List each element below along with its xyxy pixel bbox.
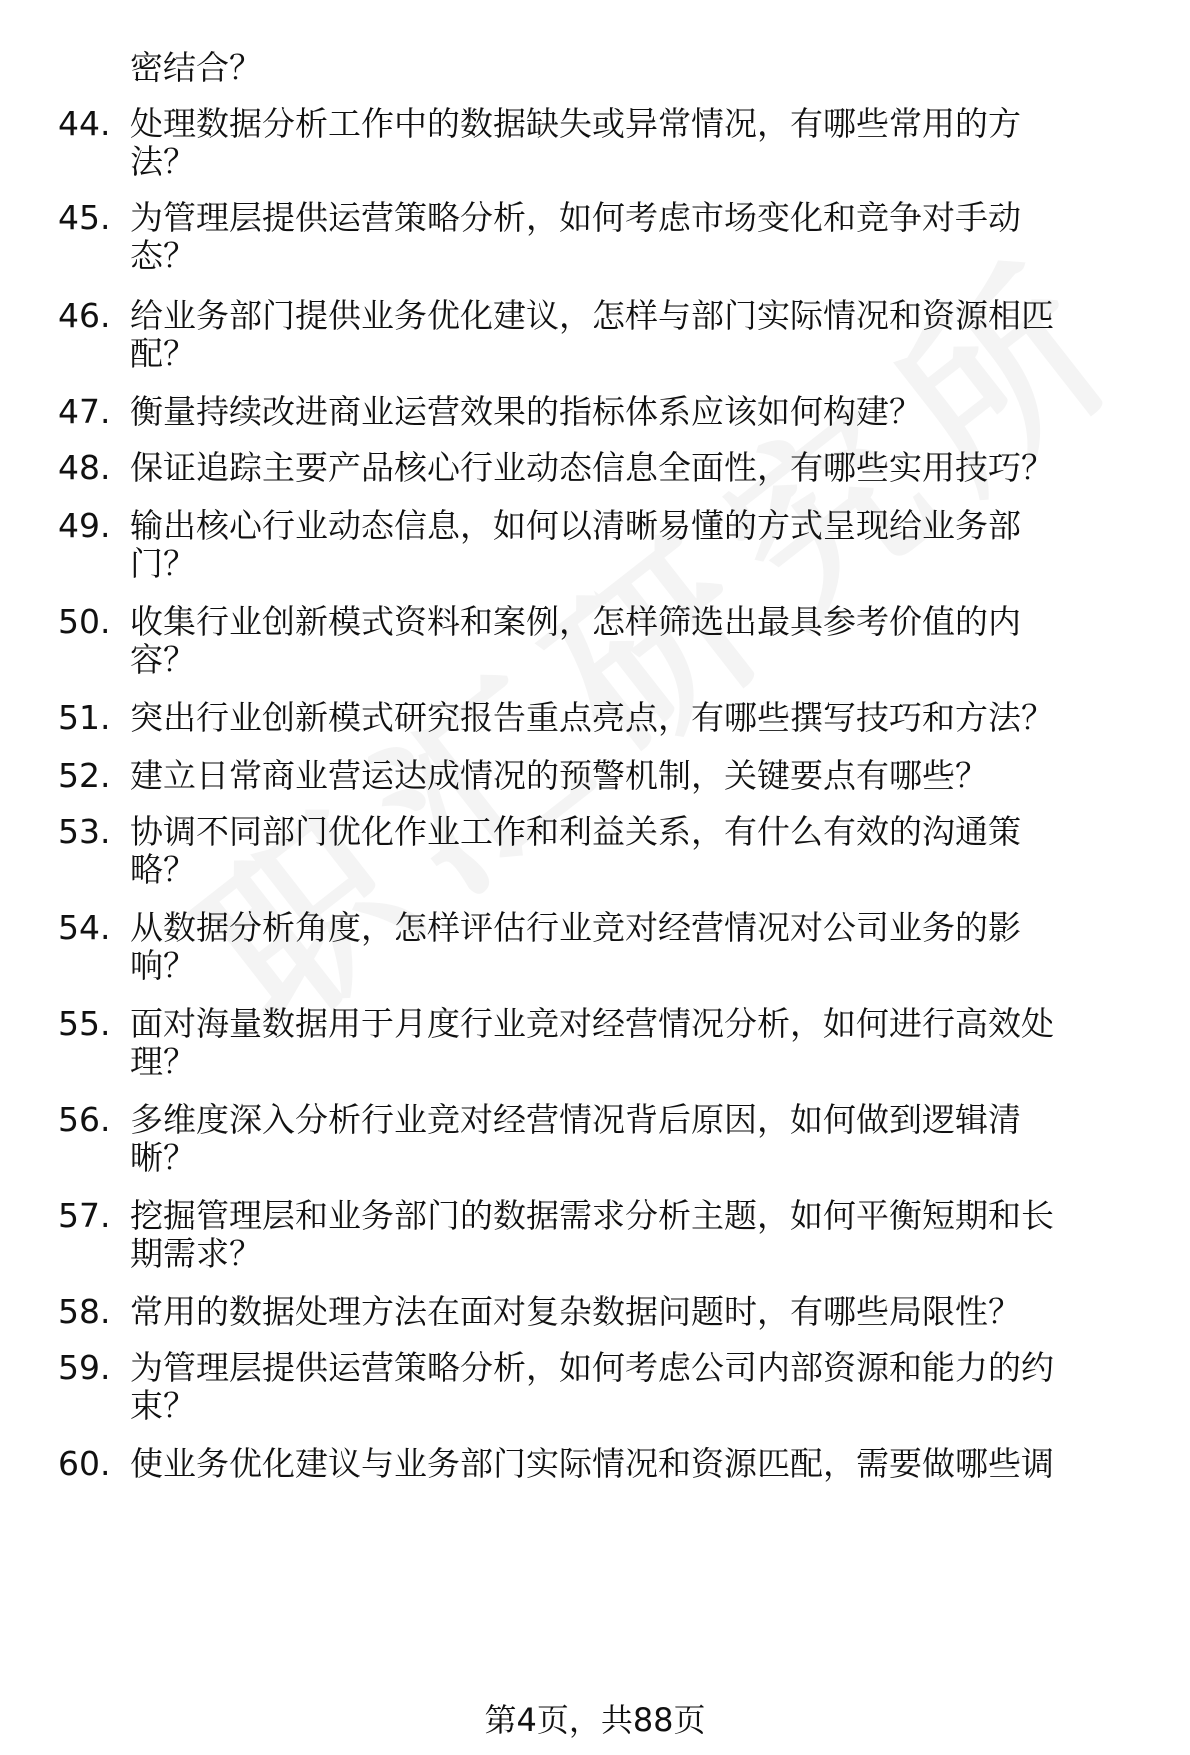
item-text-line1: 使业务优化建议与业务部门实际情况和资源匹配，需要做哪些调 (130, 1444, 1054, 1483)
item-number: 58. (58, 1292, 111, 1331)
item-text-line1: 常用的数据处理方法在面对复杂数据问题时，有哪些局限性？ (130, 1292, 1021, 1331)
item-number: 52. (58, 756, 111, 795)
item-text-line1: 收集行业创新模式资料和案例，怎样筛选出最具参考价值的内 (130, 602, 1021, 641)
item-number: 56. (58, 1100, 111, 1139)
item-number: 44. (58, 104, 111, 143)
item-number: 59. (58, 1348, 111, 1387)
item-number: 55. (58, 1004, 111, 1043)
item-text-line2: 略？ (130, 850, 196, 889)
page-footer: 第4页，共88页 (484, 1701, 706, 1739)
item-text-line2: 响？ (130, 946, 196, 985)
item-text-line1: 面对海量数据用于月度行业竞对经营情况分析，如何进行高效处 (130, 1004, 1054, 1043)
item-text-line2: 晰？ (130, 1138, 196, 1177)
item-number: 53. (58, 812, 111, 851)
item-text-line1: 保证追踪主要产品核心行业动态信息全面性，有哪些实用技巧？ (130, 448, 1054, 487)
item-text-line1: 处理数据分析工作中的数据缺失或异常情况，有哪些常用的方 (130, 104, 1021, 143)
item-text-line1: 衡量持续改进商业运营效果的指标体系应该如何构建？ (130, 392, 922, 431)
item-text-line2: 期需求？ (130, 1234, 262, 1273)
item-number: 46. (58, 296, 111, 335)
item-text-line1: 从数据分析角度，怎样评估行业竞对经营情况对公司业务的影 (130, 908, 1021, 947)
item-text-line1: 突出行业创新模式研究报告重点亮点，有哪些撰写技巧和方法？ (130, 698, 1054, 737)
item-text-line1: 建立日常商业营运达成情况的预警机制，关键要点有哪些？ (130, 756, 988, 795)
item-number: 60. (58, 1444, 111, 1483)
item-number: 47. (58, 392, 111, 431)
item-number: 54. (58, 908, 111, 947)
item-text-line2: 束？ (130, 1386, 196, 1425)
item-number: 45. (58, 198, 111, 237)
item-number: 50. (58, 602, 111, 641)
item-text-line2: 门？ (130, 544, 196, 583)
item-text-line2: 配？ (130, 334, 196, 373)
item-text-line2: 容？ (130, 640, 196, 679)
item-text-line1: 输出核心行业动态信息，如何以清晰易懂的方式呈现给业务部 (130, 506, 1021, 545)
item-number: 51. (58, 698, 111, 737)
item-text-line2: 法？ (130, 142, 196, 181)
item-text-line1: 挖掘管理层和业务部门的数据需求分析主题，如何平衡短期和长 (130, 1196, 1054, 1235)
item-text-line1: 协调不同部门优化作业工作和利益关系，有什么有效的沟通策 (130, 812, 1021, 851)
item-text-line1: 为管理层提供运营策略分析，如何考虑市场变化和竞争对手动 (130, 198, 1021, 237)
item-text-line1: 为管理层提供运营策略分析，如何考虑公司内部资源和能力的约 (130, 1348, 1054, 1387)
item-text-line1: 给业务部门提供业务优化建议，怎样与部门实际情况和资源相匹 (130, 296, 1054, 335)
item-number: 48. (58, 448, 111, 487)
item-text-line2: 理？ (130, 1042, 196, 1081)
item-text-line2: 态？ (130, 236, 196, 275)
continuation-line: 密结合？ (130, 48, 262, 87)
item-text-line1: 多维度深入分析行业竞对经营情况背后原因，如何做到逻辑清 (130, 1100, 1021, 1139)
item-number: 57. (58, 1196, 111, 1235)
item-number: 49. (58, 506, 111, 545)
